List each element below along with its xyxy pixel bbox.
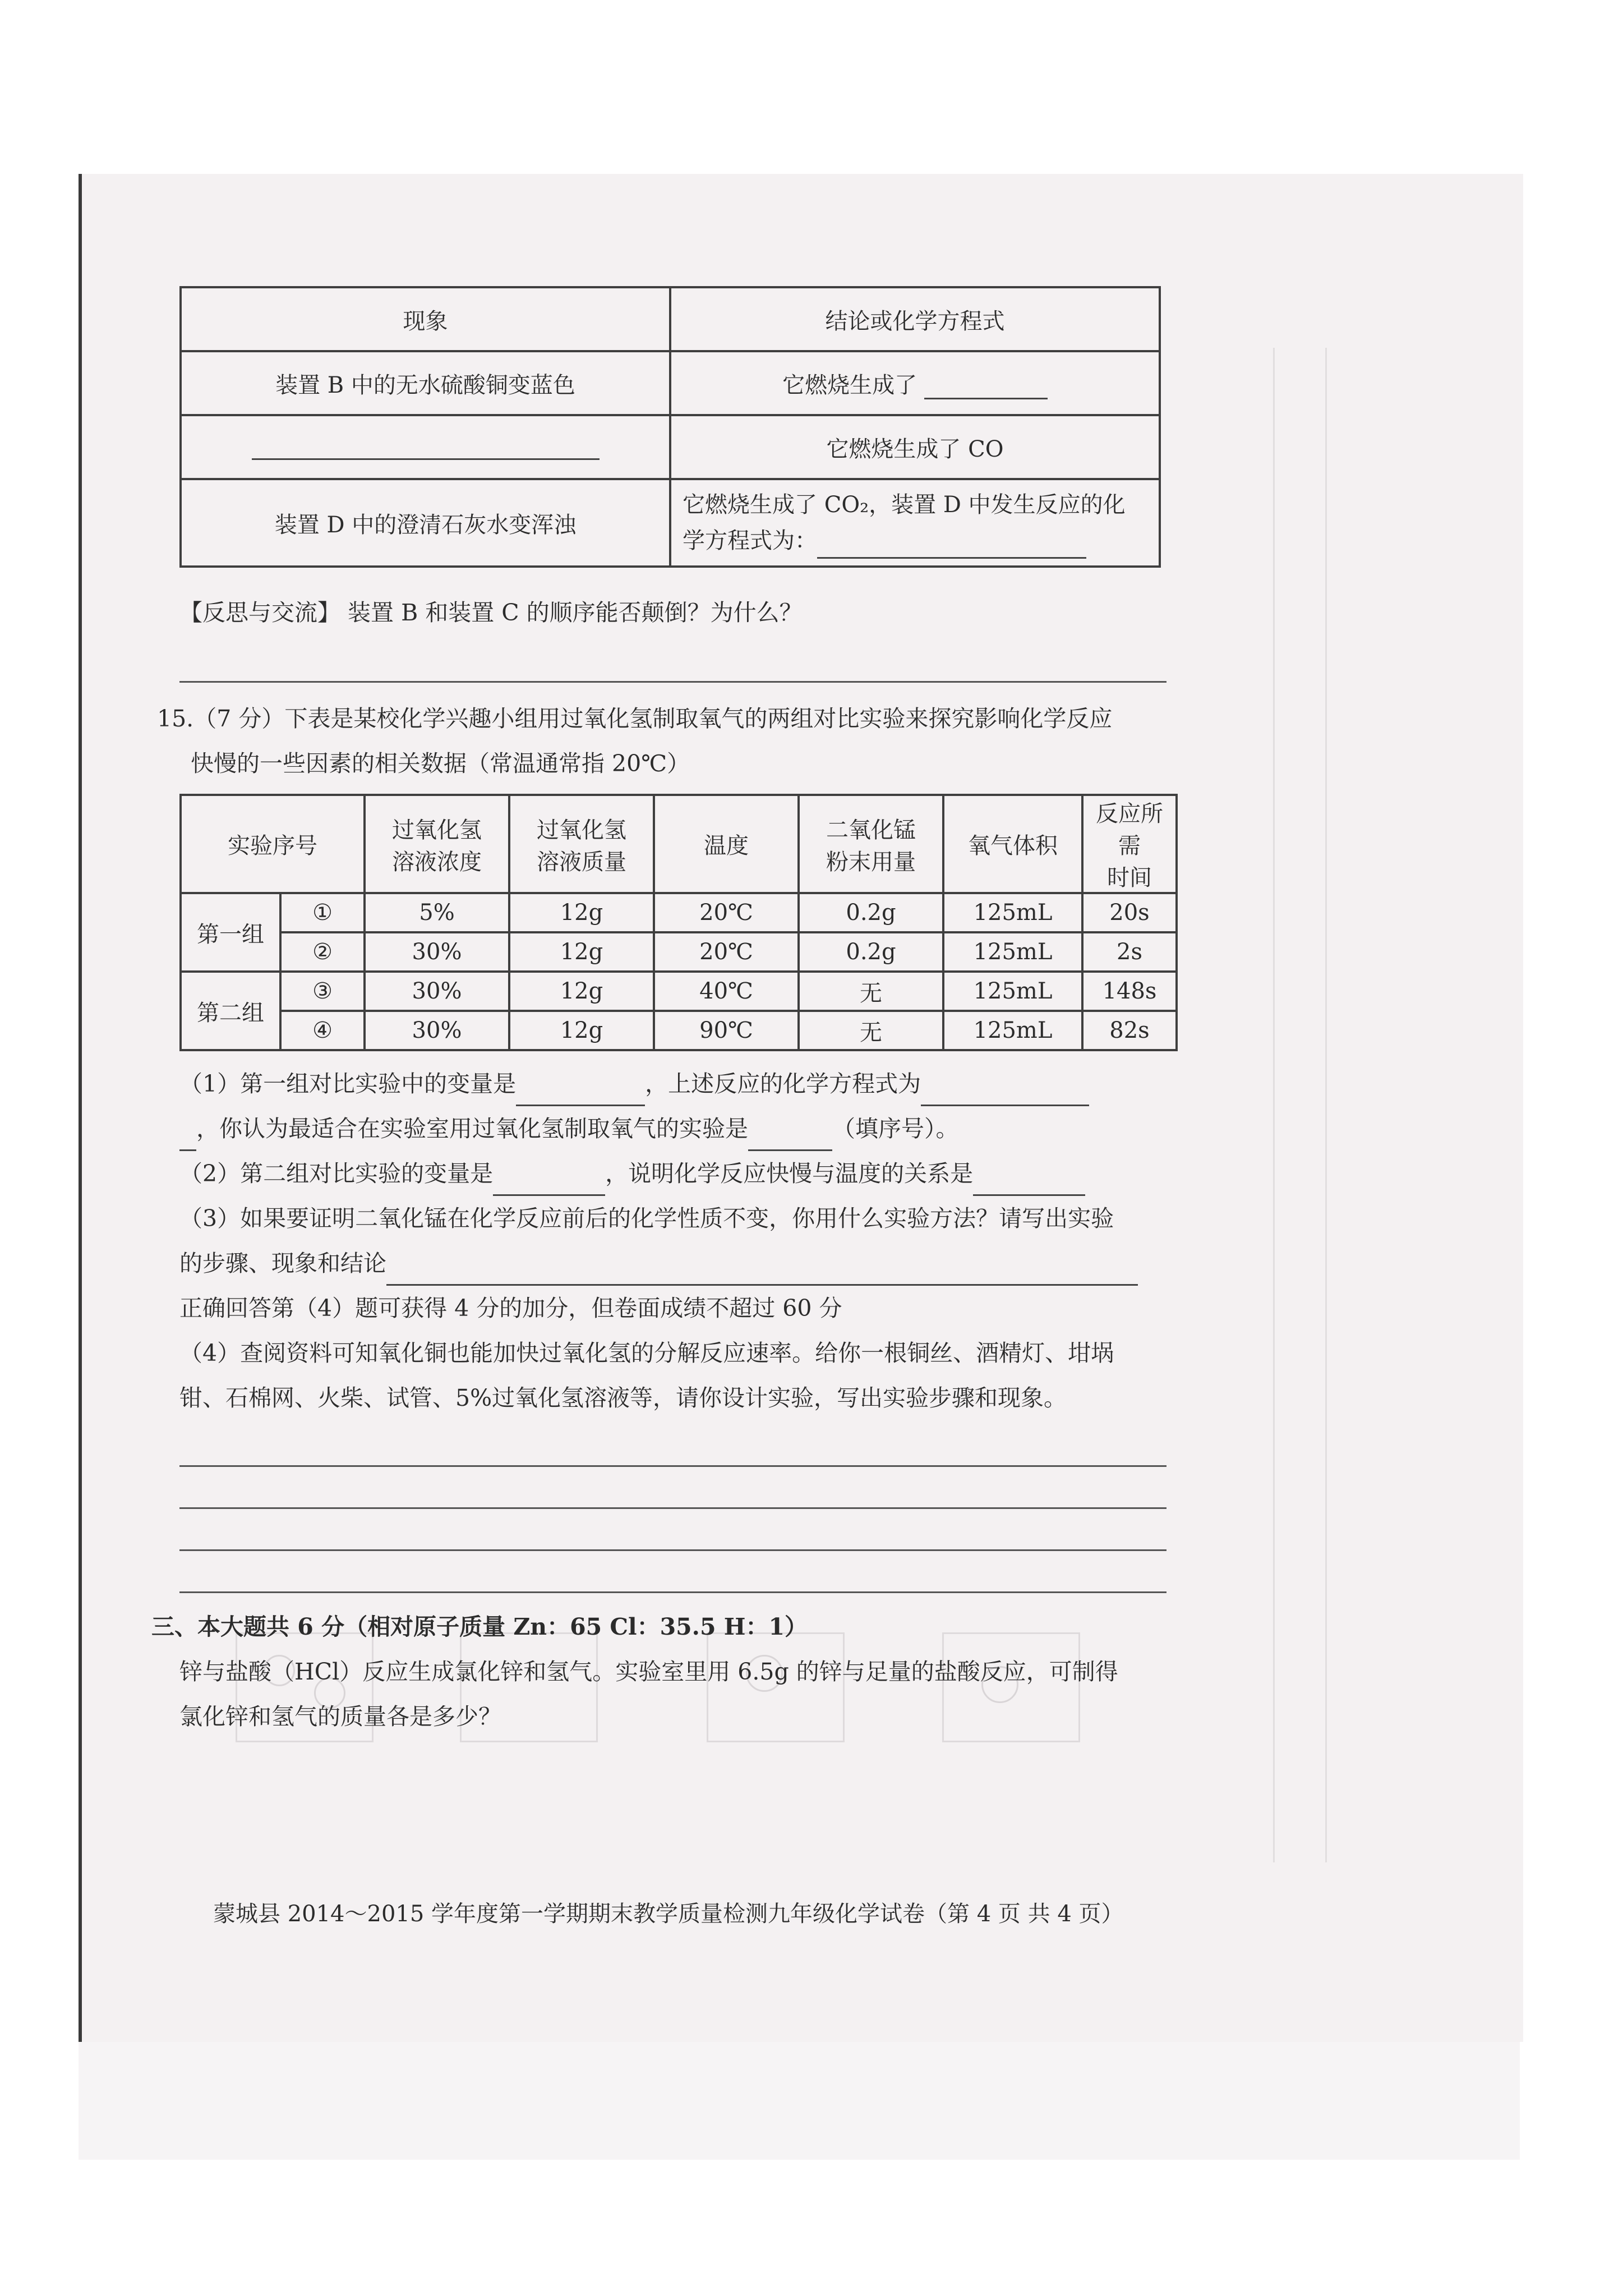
fill-in-blank[interactable]	[493, 1172, 605, 1196]
fill-in-blank[interactable]	[386, 1262, 1138, 1286]
table-cell: 20℃	[654, 893, 799, 932]
page-content	[151, 286, 1178, 1739]
header-text: 过氧化氢	[537, 817, 626, 843]
table-header-cell	[654, 795, 799, 893]
experiment-data-table	[179, 794, 1178, 1051]
table-cell: ②	[280, 932, 365, 972]
fill-in-blank[interactable]	[516, 1082, 645, 1106]
table-cell: 30%	[365, 1011, 509, 1050]
table-header-cell: 结论或化学方程式	[670, 287, 1160, 351]
fill-in-blank[interactable]	[924, 375, 1048, 399]
table-cell: 125mL	[943, 972, 1082, 1011]
question-text: 的步骤、现象和结论	[179, 1250, 386, 1277]
table-cell: 125mL	[943, 893, 1082, 932]
header-text: 过氧化氢	[392, 817, 482, 843]
table-header-cell	[799, 795, 943, 893]
question-text: ，说明化学反应快慢与温度的关系是	[605, 1160, 974, 1187]
conclusion-text: 它燃烧生成了	[782, 372, 917, 398]
table-header-cell	[943, 795, 1082, 893]
table-cell	[181, 415, 670, 479]
table-cell	[181, 351, 670, 415]
phenomenon-text: 装置 D 中的澄清石灰水变浑浊	[274, 512, 577, 538]
table-cell	[670, 351, 1160, 415]
table-cell: 12g	[509, 893, 654, 932]
fill-in-blank[interactable]	[921, 1082, 1089, 1106]
table-cell: 无	[799, 972, 943, 1011]
table-cell: 5%	[365, 893, 509, 932]
table-header-cell	[1082, 795, 1177, 893]
table-row	[181, 932, 1177, 972]
header-text: 二氧化锰	[826, 817, 916, 843]
fill-in-blank[interactable]	[748, 1127, 832, 1151]
table-header-cell	[365, 795, 509, 893]
question-text: ，你认为最适合在实验室用过氧化氢制取氧气的实验是	[196, 1115, 748, 1142]
q15-part1	[179, 1061, 1178, 1106]
q15-part3-cont	[179, 1241, 1178, 1286]
table-cell: 12g	[509, 932, 654, 972]
table-cell: 0.2g	[799, 893, 943, 932]
group-label: 第二组	[181, 972, 280, 1050]
q15-part2	[179, 1151, 1178, 1196]
header-text: 温度	[704, 833, 749, 859]
table-cell: 2s	[1082, 932, 1177, 972]
header-text: 溶液质量	[537, 849, 626, 875]
answer-line[interactable]	[179, 1509, 1166, 1551]
fill-in-blank[interactable]	[179, 1127, 196, 1151]
table-cell: 125mL	[943, 932, 1082, 972]
fill-in-blank[interactable]	[817, 535, 1086, 559]
reflection-question: 【反思与交流】 装置 B 和装置 C 的顺序能否颠倒？为什么？	[179, 599, 803, 626]
phenomena-table	[179, 286, 1161, 568]
question-text: ，上述反应的化学方程式为	[645, 1070, 921, 1097]
table-cell: 20℃	[654, 932, 799, 972]
table-cell: 148s	[1082, 972, 1177, 1011]
q15-part4: （4）查阅资料可知氧化铜也能加快过氧化氢的分解反应速率。给你一根铜丝、酒精灯、坩埚	[179, 1340, 1114, 1366]
table-header-cell	[181, 795, 365, 893]
header-text: 实验序号	[228, 833, 317, 859]
table-cell: ①	[280, 893, 365, 932]
table-header-cell: 现象	[181, 287, 670, 351]
table-cell	[670, 479, 1160, 567]
header-text: 粉末用量	[826, 849, 916, 875]
table-header-row	[181, 287, 1160, 351]
answer-line[interactable]	[179, 1425, 1166, 1467]
sheet-bottom-band	[79, 2042, 1520, 2160]
table-cell: 12g	[509, 972, 654, 1011]
question-text: （填序号）。	[832, 1115, 959, 1142]
table-cell: 20s	[1082, 893, 1177, 932]
section3-question: 锌与盐酸（HCl）反应生成氯化锌和氢气。实验室里用 6.5g 的锌与足量的盐酸反应，可制得	[179, 1658, 1118, 1685]
table-cell: 125mL	[943, 1011, 1082, 1050]
table-cell: 无	[799, 1011, 943, 1050]
q15-part4-cont: 钳、石棉网、火柴、试管、5%过氧化氢溶液等，请你设计实验，写出实验步骤和现象。	[179, 1384, 1067, 1411]
table-row	[181, 479, 1160, 567]
phenomenon-text: 装置 B 中的无水硫酸铜变蓝色	[275, 372, 575, 398]
header-text: 时间	[1107, 865, 1152, 891]
fill-in-blank[interactable]	[973, 1172, 1085, 1196]
table-cell: ③	[280, 972, 365, 1011]
question-text: （1）第一组对比实验中的变量是	[179, 1070, 517, 1097]
table-row	[181, 972, 1177, 1011]
section3-title: 三、本大题共 6 分（相对原子质量 Zn：65 Cl：35.5 H：1）	[151, 1613, 808, 1640]
answer-line[interactable]	[179, 1467, 1166, 1509]
page-footer: 蒙城县 2014～2015 学年度第一学期期末教学质量检测九年级化学试卷（第 4 页 共 4 页）	[213, 1901, 1124, 1927]
section3-question: 氯化锌和氢气的质量各是多少？	[179, 1703, 501, 1730]
table-cell: 40℃	[654, 972, 799, 1011]
answer-line[interactable]	[179, 1551, 1166, 1593]
q15-part3: （3）如果要证明二氧化锰在化学反应前后的化学性质不变，你用什么实验方法？请写出实验	[179, 1205, 1114, 1232]
conclusion-text: 它燃烧生成了 CO₂，装置 D 中发生反应的化	[683, 492, 1126, 518]
table-header-row	[181, 795, 1177, 893]
table-row	[181, 351, 1160, 415]
q15-intro: 15.（7 分）下表是某校化学兴趣小组用过氧化氢制取氧气的两组对比实验来探究影响化学反应	[157, 705, 1113, 732]
bleed-through-margin	[1273, 348, 1327, 1862]
group-label: 第一组	[181, 893, 280, 972]
answer-line[interactable]	[179, 641, 1166, 683]
table-header-cell	[509, 795, 654, 893]
table-row	[181, 893, 1177, 932]
question-text: （2）第二组对比实验的变量是	[179, 1160, 494, 1187]
bonus-note: 正确回答第（4）题可获得 4 分的加分，但卷面成绩不超过 60 分	[179, 1295, 842, 1322]
table-cell: 0.2g	[799, 932, 943, 972]
conclusion-text: 它燃烧生成了 CO	[826, 436, 1004, 462]
table-cell	[181, 479, 670, 567]
table-cell	[670, 415, 1160, 479]
table-cell: 90℃	[654, 1011, 799, 1050]
table-row	[181, 1011, 1177, 1050]
table-cell: 82s	[1082, 1011, 1177, 1050]
header-text: 溶液浓度	[392, 849, 482, 875]
header-text: 反应所需	[1096, 801, 1163, 859]
q15-part1-cont	[179, 1106, 1178, 1151]
table-row	[181, 415, 1160, 479]
q15-intro: 快慢的一些因素的相关数据（常温通常指 20℃）	[191, 750, 690, 777]
fill-in-blank[interactable]	[252, 436, 600, 460]
table-cell: 30%	[365, 972, 509, 1011]
header-text: 氧气体积	[968, 833, 1058, 859]
table-cell: 30%	[365, 932, 509, 972]
table-cell: ④	[280, 1011, 365, 1050]
table-cell: 12g	[509, 1011, 654, 1050]
conclusion-text: 学方程式为：	[683, 528, 817, 554]
